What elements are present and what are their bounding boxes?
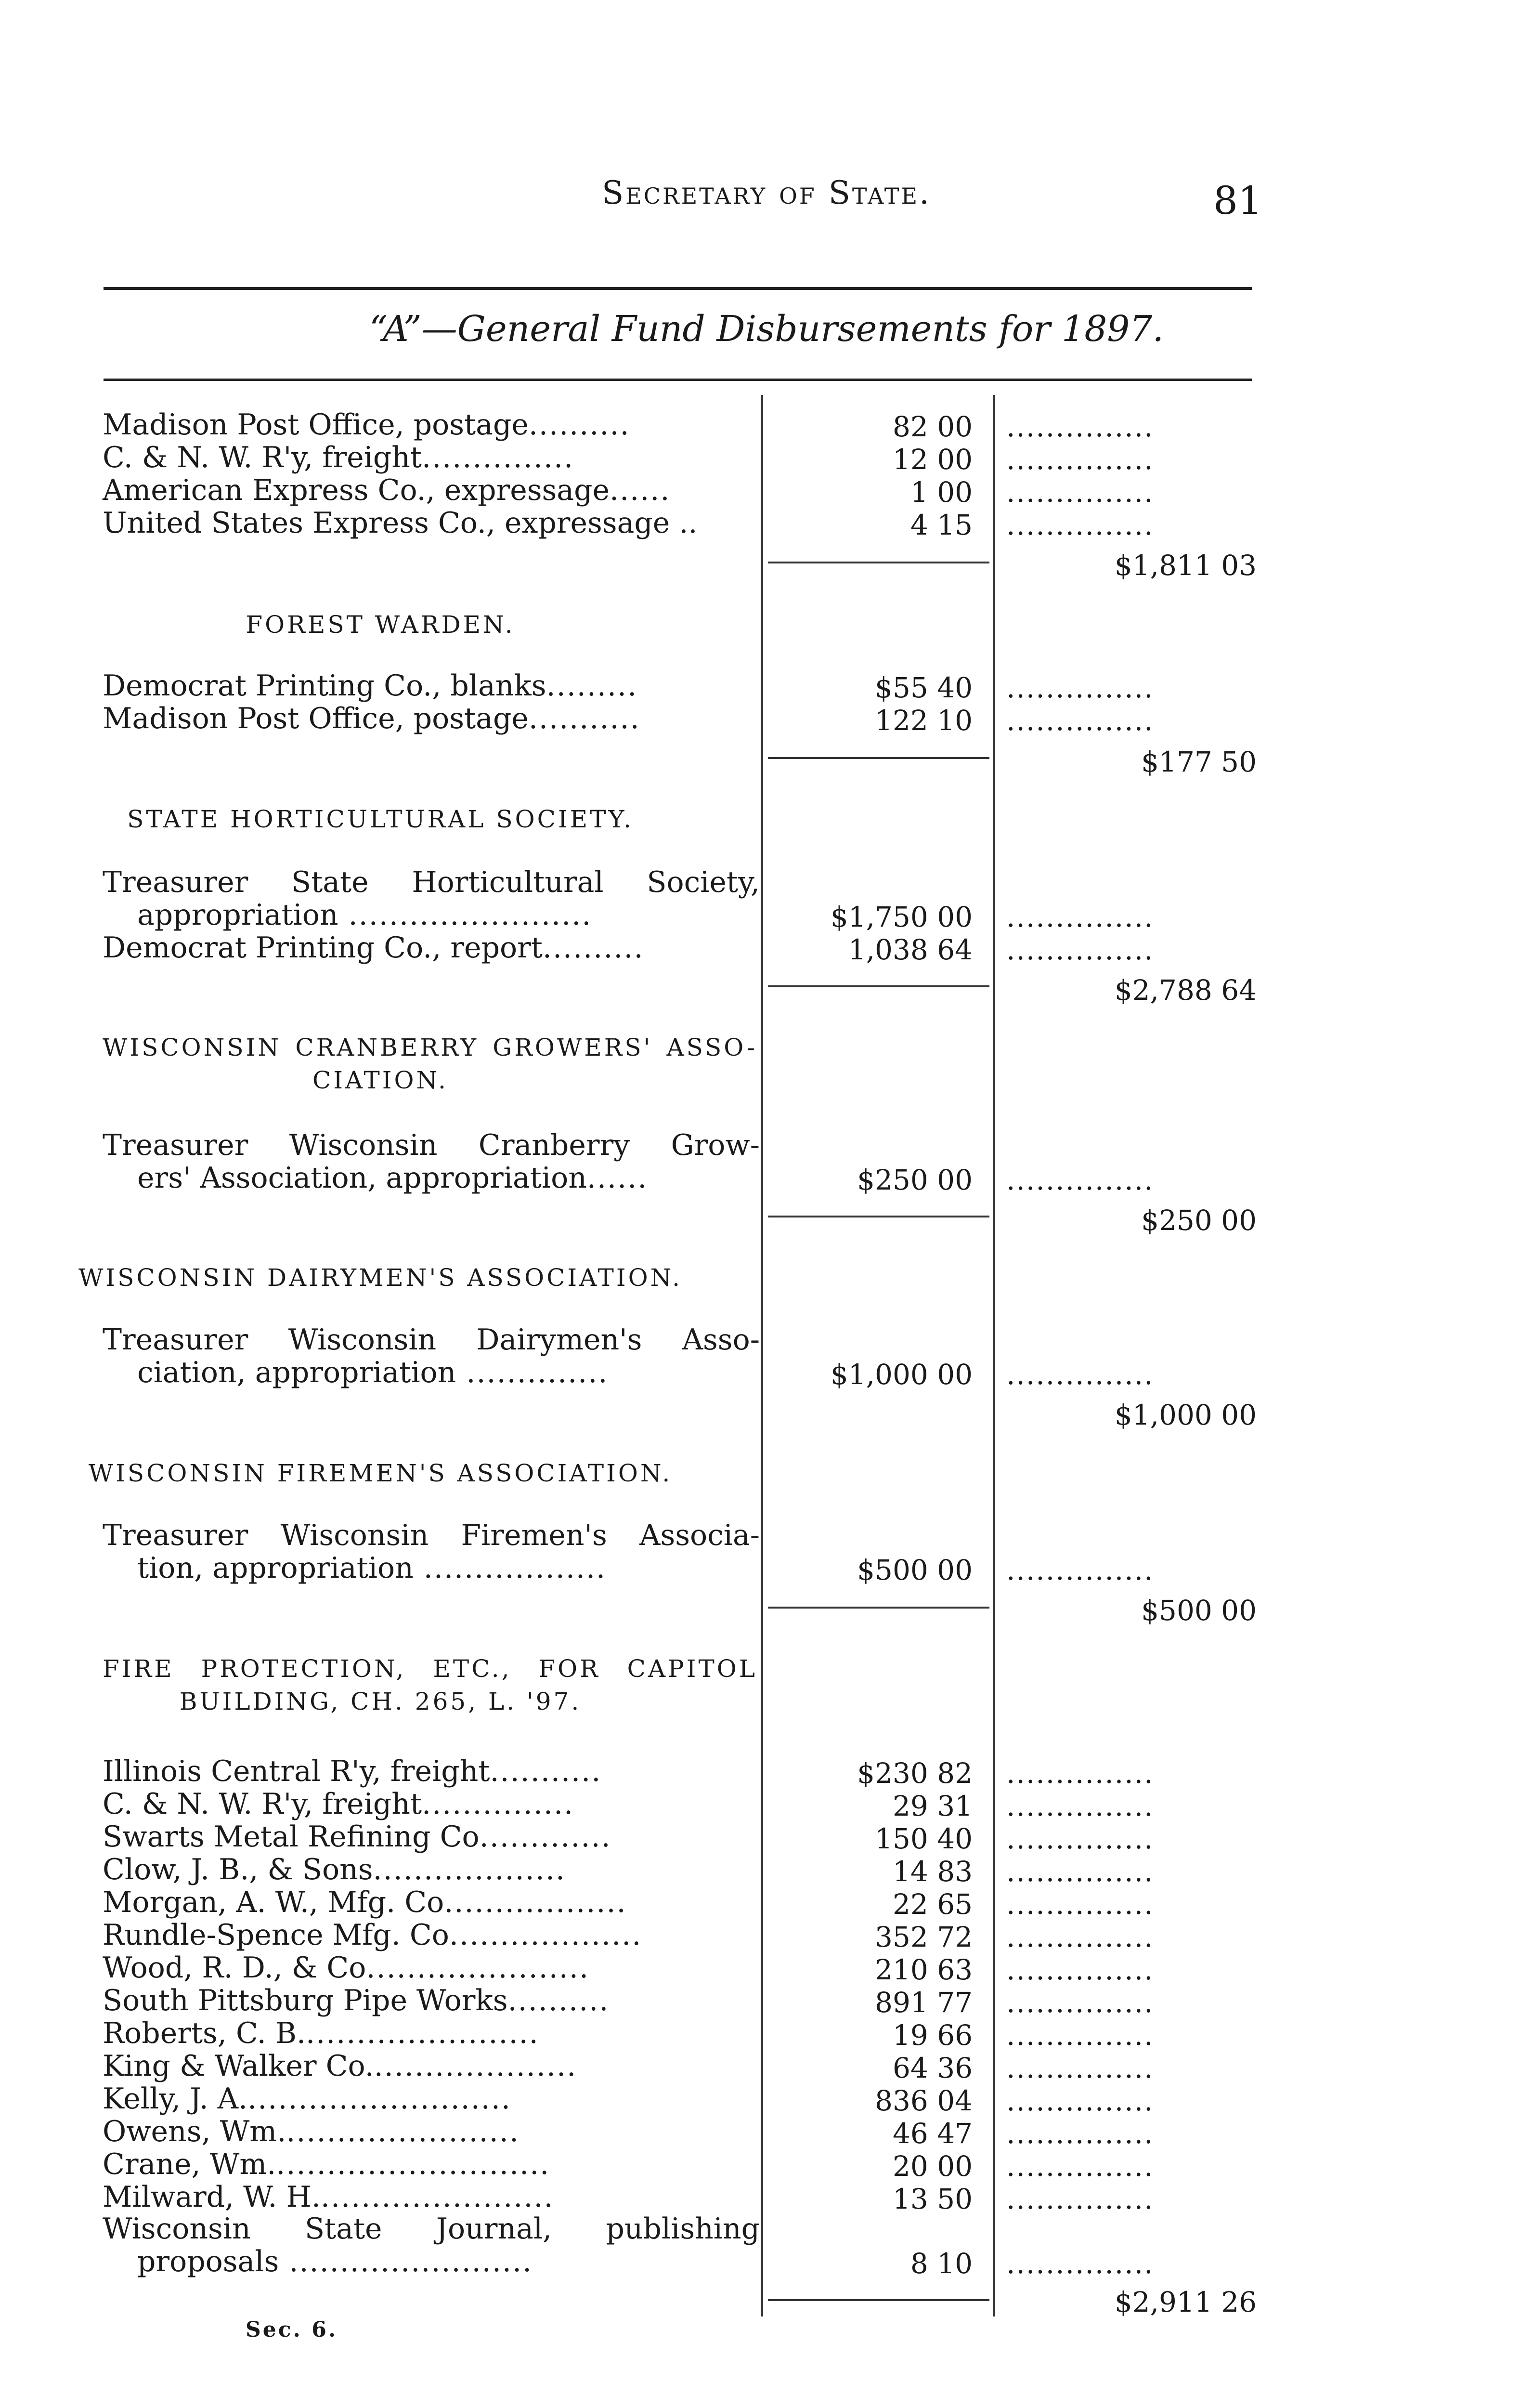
dot-leader: .......... bbox=[507, 1984, 610, 2017]
subtotal-rule bbox=[768, 757, 989, 759]
amount: 13 50 bbox=[892, 2183, 973, 2215]
list-item: United States Express Co., expressage .. bbox=[103, 506, 698, 540]
list-item: Wood, R. D., & Co...................... bbox=[103, 1951, 590, 1985]
amount: $55 40 bbox=[875, 671, 973, 704]
subtotal-rule bbox=[768, 562, 989, 563]
list-item: Treasurer Wisconsin Cranberry Grow- bbox=[103, 1128, 760, 1162]
page-header-title: Secretary of State. bbox=[601, 174, 932, 211]
dot-leader: ............... bbox=[1006, 443, 1154, 476]
list-item: Morgan, A. W., Mfg. Co.................. bbox=[103, 1885, 627, 1919]
amount: 64 36 bbox=[892, 2052, 973, 2084]
subtotal-rule bbox=[768, 2299, 989, 2301]
list-item: Treasurer State Horticultural Society, bbox=[103, 865, 760, 899]
list-item: Roberts, C. B........................ bbox=[103, 2016, 539, 2050]
dot-leader: ............... bbox=[1006, 1921, 1154, 1953]
table-title-rule bbox=[104, 379, 1252, 381]
section-heading-continued: CIATION. bbox=[312, 1066, 448, 1094]
dot-leader: ............... bbox=[1006, 1164, 1154, 1196]
list-item: appropriation ........................ bbox=[137, 898, 592, 932]
list-item: Wisconsin State Journal, publishing bbox=[103, 2212, 760, 2246]
list-item: King & Walker Co..................... bbox=[103, 2049, 577, 2083]
section-heading: FIRE PROTECTION, ETC., FOR CAPITOL bbox=[103, 1655, 757, 1683]
dot-leader: ............... bbox=[1006, 410, 1154, 443]
dot-leader: ............... bbox=[1006, 2183, 1154, 2215]
amount: $1,750 00 bbox=[830, 901, 973, 933]
dot-leader: .................... bbox=[374, 2049, 577, 2083]
list-item: Kelly, J. A........................... bbox=[103, 2082, 512, 2116]
dot-leader: ............... bbox=[1006, 2117, 1154, 2150]
dot-leader: ....................... bbox=[286, 2115, 520, 2148]
column-divider-left bbox=[761, 395, 763, 2316]
dot-leader: ............... bbox=[1006, 901, 1154, 933]
dot-leader: ....................... bbox=[306, 2016, 539, 2050]
dot-leader: ............... bbox=[1006, 704, 1154, 737]
dot-leader: ............... bbox=[1006, 671, 1154, 704]
page-number: 81 bbox=[1213, 178, 1262, 223]
dot-leader: ............... bbox=[1006, 2084, 1154, 2117]
amount: 4 15 bbox=[910, 509, 973, 541]
list-item: Milward, W. H........................ bbox=[103, 2180, 554, 2214]
amount: 46 47 bbox=[892, 2117, 973, 2150]
list-item: C. & N. W. R'y, freight............... bbox=[103, 1787, 574, 1821]
amount: 352 72 bbox=[875, 1921, 973, 1953]
dot-leader: ....................... bbox=[320, 2180, 554, 2214]
list-item: ers' Association, appropriation...... bbox=[137, 1161, 648, 1195]
section-heading: WISCONSIN CRANBERRY GROWERS' ASSO- bbox=[103, 1034, 757, 1061]
column-divider-right bbox=[993, 395, 995, 2316]
amount: 8 10 bbox=[910, 2247, 973, 2280]
list-item: Illinois Central R'y, freight........... bbox=[103, 1754, 602, 1788]
amount: 891 77 bbox=[875, 1986, 973, 2019]
list-item: tion, appropriation .................. bbox=[137, 1551, 607, 1585]
section-total: $2,788 64 bbox=[1114, 974, 1257, 1007]
list-item: ciation, appropriation .............. bbox=[137, 1356, 609, 1389]
dot-leader: ............... bbox=[1006, 1888, 1154, 1921]
dot-leader: .................. bbox=[444, 1885, 627, 1919]
section-heading: STATE HORTICULTURAL SOCIETY. bbox=[127, 805, 634, 833]
amount: 20 00 bbox=[892, 2150, 973, 2183]
amount: $1,000 00 bbox=[830, 1358, 973, 1391]
list-item: Clow, J. B., & Sons................... bbox=[103, 1853, 566, 1886]
dot-leader: ............... bbox=[1006, 1855, 1154, 1888]
section-total: $250 00 bbox=[1141, 1204, 1257, 1237]
list-item: Madison Post Office, postage........... bbox=[103, 702, 640, 735]
header-rule bbox=[104, 287, 1252, 290]
amount: 12 00 bbox=[892, 443, 973, 476]
list-item: American Express Co., expressage...... bbox=[103, 473, 671, 507]
amount: 14 83 bbox=[892, 1855, 973, 1888]
dot-leader: ............... bbox=[1006, 1554, 1154, 1586]
subtotal-rule bbox=[768, 1607, 989, 1609]
list-item: Democrat Printing Co., blanks......... bbox=[103, 669, 638, 703]
section-total: $1,000 00 bbox=[1114, 1399, 1257, 1431]
dot-leader: ...................... bbox=[366, 1951, 590, 1985]
list-item: Swarts Metal Refining Co............. bbox=[103, 1820, 611, 1854]
amount: 22 65 bbox=[892, 1888, 973, 1921]
dot-leader: ........... bbox=[490, 1754, 602, 1788]
section-heading-continued: BUILDING, CH. 265, L. '97. bbox=[179, 1688, 582, 1715]
section-heading: FOREST WARDEN. bbox=[246, 611, 515, 639]
section-heading: WISCONSIN DAIRYMEN'S ASSOCIATION. bbox=[78, 1264, 683, 1292]
dot-leader: ................... bbox=[449, 1918, 642, 1952]
list-item: proposals ........................ bbox=[137, 2245, 533, 2278]
amount: $500 00 bbox=[857, 1554, 973, 1586]
dot-leader: ............... bbox=[1006, 1358, 1154, 1391]
dot-leader: ............... bbox=[1006, 476, 1154, 509]
section-total: $500 00 bbox=[1141, 1594, 1257, 1627]
dot-leader: ............... bbox=[1006, 1953, 1154, 1986]
section-total: $1,811 03 bbox=[1114, 549, 1257, 582]
subtotal-rule bbox=[768, 985, 989, 987]
list-item: Owens, Wm........................ bbox=[103, 2115, 520, 2148]
amount: 1 00 bbox=[910, 476, 973, 509]
dot-leader: ........................... bbox=[276, 2147, 550, 2181]
section-heading: WISCONSIN FIREMEN'S ASSOCIATION. bbox=[88, 1459, 673, 1487]
dot-leader: ............... bbox=[1006, 1757, 1154, 1790]
table-title: “A”—General Fund Disbursements for 1897. bbox=[369, 308, 1164, 350]
list-item: South Pittsburg Pipe Works.......... bbox=[103, 1984, 610, 2017]
amount: 150 40 bbox=[875, 1822, 973, 1855]
dot-leader: ............... bbox=[1006, 933, 1154, 966]
amount: 122 10 bbox=[875, 704, 973, 737]
section-total: $2,911 26 bbox=[1114, 2286, 1257, 2318]
dot-leader: ............... bbox=[422, 1787, 574, 1821]
dot-leader: ............... bbox=[1006, 2052, 1154, 2084]
dot-leader: ............... bbox=[1006, 2019, 1154, 2052]
dot-leader: ................... bbox=[373, 1853, 566, 1886]
list-item: Democrat Printing Co., report.......... bbox=[103, 931, 644, 965]
list-item: Madison Post Office, postage.......... bbox=[103, 408, 630, 442]
amount: 836 04 bbox=[875, 2084, 973, 2117]
list-item: Crane, Wm............................ bbox=[103, 2147, 550, 2181]
list-item: Treasurer Wisconsin Dairymen's Asso- bbox=[103, 1323, 760, 1357]
amount: 1,038 64 bbox=[848, 933, 973, 966]
section-total: $177 50 bbox=[1141, 746, 1257, 778]
dot-leader: ............... bbox=[1006, 1790, 1154, 1822]
amount: 210 63 bbox=[875, 1953, 973, 1986]
dot-leader: ............... bbox=[1006, 2247, 1154, 2280]
amount: 82 00 bbox=[892, 410, 973, 443]
amount: $230 82 bbox=[857, 1757, 973, 1790]
list-item: Treasurer Wisconsin Firemen's Associa- bbox=[103, 1518, 760, 1552]
subtotal-rule bbox=[768, 1216, 989, 1217]
list-item: Rundle-Spence Mfg. Co................... bbox=[103, 1918, 642, 1952]
dot-leader: ............... bbox=[1006, 509, 1154, 541]
dot-leader: ............... bbox=[1006, 1986, 1154, 2019]
dot-leader: ............... bbox=[1006, 2150, 1154, 2183]
dot-leader: ............. bbox=[479, 1820, 611, 1854]
dot-leader: .......................... bbox=[247, 2082, 512, 2116]
footer-signature: Sec. 6. bbox=[246, 2317, 338, 2342]
list-item: C. & N. W. R'y, freight............... bbox=[103, 441, 574, 474]
amount: 29 31 bbox=[892, 1790, 973, 1822]
dot-leader: ............... bbox=[1006, 1822, 1154, 1855]
amount: $250 00 bbox=[857, 1164, 973, 1196]
amount: 19 66 bbox=[892, 2019, 973, 2052]
